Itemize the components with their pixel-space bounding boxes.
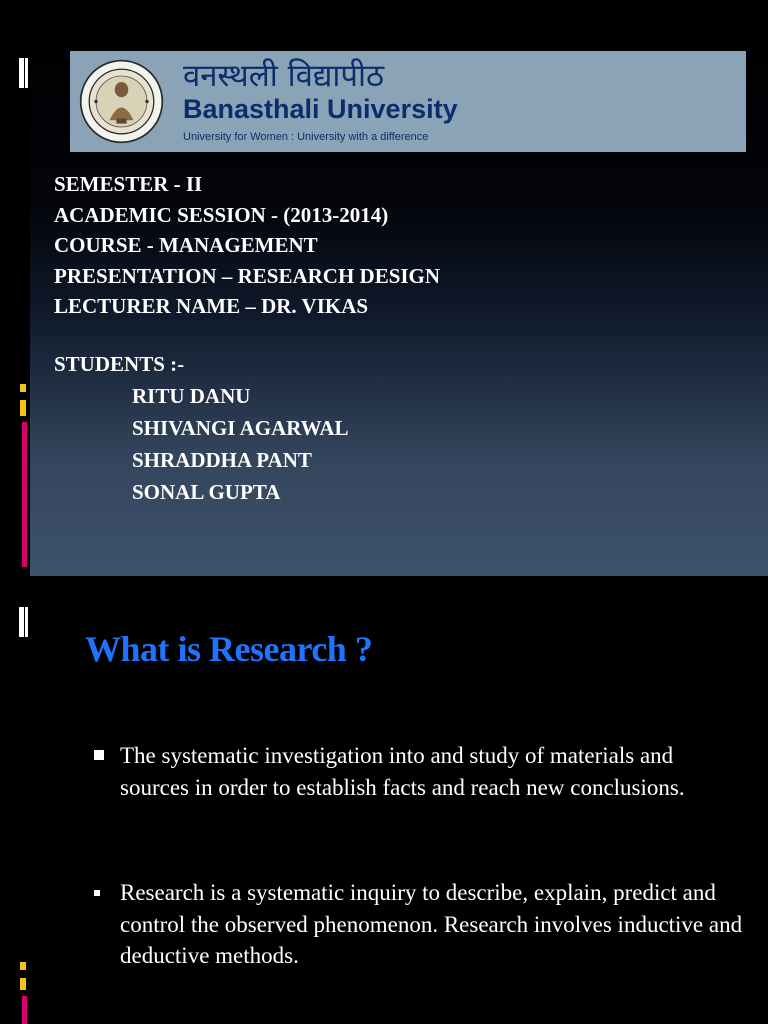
edge-accent-magenta-1 [22, 422, 27, 567]
bullet-item [120, 740, 745, 803]
students-block [54, 348, 349, 508]
bullet-square-icon [94, 890, 100, 896]
university-tagline: University for Women : University with a difference [183, 131, 429, 143]
bullet-item [120, 877, 745, 972]
university-english-name: Banasthali University [183, 94, 458, 124]
presentation-line: PRESENTATION – RESEARCH DESIGN [54, 263, 441, 288]
edge-mark-mid-2 [25, 607, 28, 637]
edge-accent-yellow-1 [20, 384, 26, 392]
edge-mark-mid-1 [19, 607, 24, 637]
edge-mark-top-1 [19, 58, 24, 88]
semester-line: SEMESTER - II [54, 172, 203, 196]
university-seal-logo [79, 59, 164, 144]
bullet-square-icon [94, 750, 104, 760]
bullet-text: The systematic investigation into and study of materials and sources in order to establish facts and reach new conclusions. [120, 743, 685, 800]
university-banner [70, 51, 746, 152]
edge-accent-yellow-4 [20, 978, 26, 990]
edge-accent-magenta-2 [22, 996, 27, 1024]
students-heading: STUDENTS :- [54, 352, 185, 376]
academic-session-line: ACADEMIC SESSION - (2013-2014) [54, 202, 389, 227]
edge-accent-yellow-3 [20, 962, 26, 970]
student-name: SHIVANGI AGARWAL [132, 416, 349, 440]
course-info-block [54, 169, 440, 322]
university-hindi-name: वनस्थली विद्यापीठ [183, 58, 385, 94]
student-name: RITU DANU [132, 384, 251, 408]
student-name: SONAL GUPTA [132, 480, 281, 504]
slide-what-is-research [30, 576, 768, 1024]
bullet-text: Research is a systematic inquiry to describe, explain, predict and control the observed phenomenon. Research involves inductive and deductive methods. [120, 880, 743, 968]
course-line: COURSE - MANAGEMENT [54, 233, 318, 257]
edge-mark-top-2 [25, 58, 28, 88]
slide-title: What is Research ? [85, 629, 373, 669]
student-name: SHRADDHA PANT [132, 448, 312, 472]
edge-accent-yellow-2 [20, 400, 26, 416]
lecturer-line: LECTURER NAME – DR. VIKAS [54, 294, 369, 318]
